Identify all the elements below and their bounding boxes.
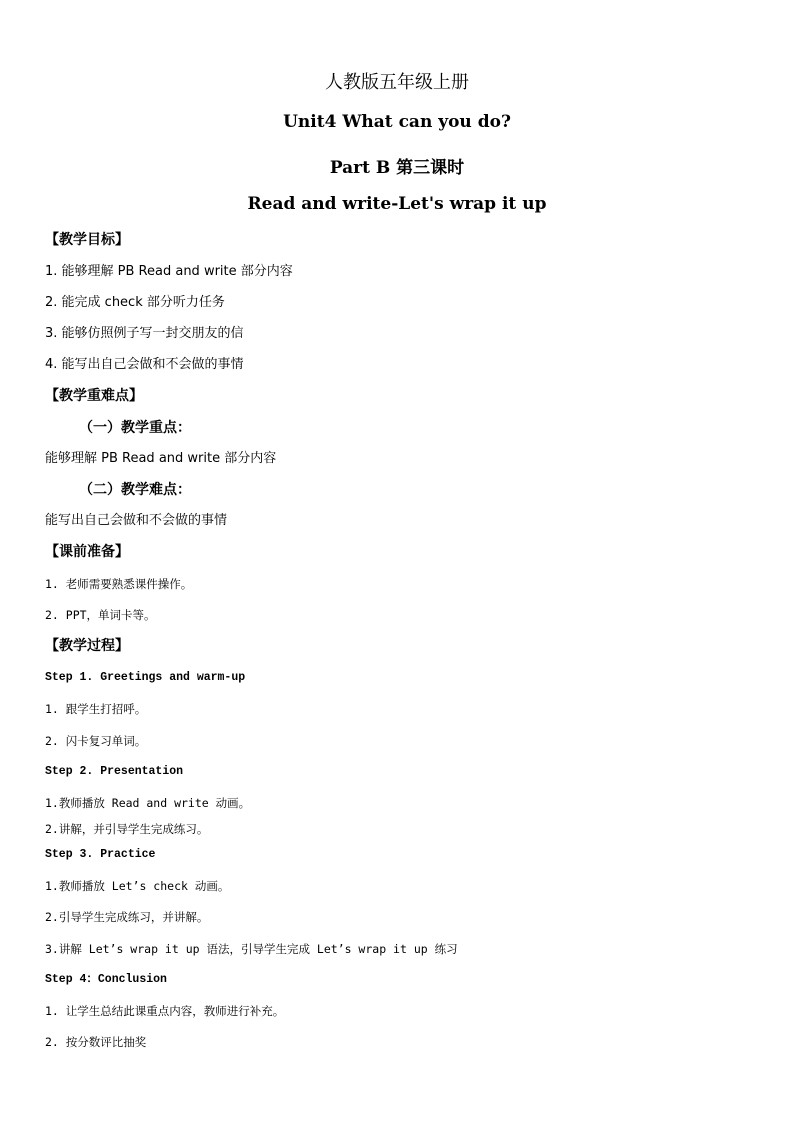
- step-item: 2. 闪卡复习单词。: [45, 734, 147, 748]
- preparation-item: 1. 老师需要熟悉课件操作。: [45, 577, 193, 591]
- objective-item: 3. 能够仿照例子写一封交朋友的信: [45, 326, 244, 341]
- preparation-item: 2. PPT，单词卡等。: [45, 608, 156, 622]
- key-point-text: 能够理解 PB Read and write 部分内容: [45, 451, 277, 466]
- step-item: 1.教师播放 Let’s check 动画。: [45, 879, 230, 893]
- objective-item: 1. 能够理解 PB Read and write 部分内容: [45, 264, 293, 279]
- objectives-heading: 【教学目标】: [45, 232, 129, 248]
- step-title: Step 4：Conclusion: [45, 973, 167, 986]
- lesson-title: Read and write-Let's wrap it up: [247, 194, 547, 214]
- document-title: 人教版五年级上册: [325, 72, 469, 93]
- preparation-heading: 【课前准备】: [45, 544, 129, 560]
- key-point-subheading: （一）教学重点：: [79, 420, 191, 436]
- objective-item: 2. 能完成 check 部分听力任务: [45, 295, 225, 310]
- step-title: Step 2. Presentation: [45, 765, 184, 778]
- step-title: Step 3. Practice: [45, 848, 156, 861]
- difficult-point-text: 能写出自己会做和不会做的事情: [45, 513, 228, 528]
- step-item: 1. 跟学生打招呼。: [45, 702, 147, 716]
- step-item: 3.讲解 Let’s wrap it up 语法，引导学生完成 Let’s wrap it up 练习: [45, 942, 458, 956]
- step-item: 1. 让学生总结此课重点内容，教师进行补充。: [45, 1004, 285, 1018]
- step-title: Step 1. Greetings and warm-up: [45, 671, 246, 684]
- step-item: 2.讲解，并引导学生完成练习。: [45, 822, 209, 836]
- difficult-point-subheading: （二）教学难点：: [79, 482, 191, 498]
- key-points-heading: 【教学重难点】: [45, 388, 143, 404]
- objective-item: 4. 能写出自己会做和不会做的事情: [45, 357, 244, 372]
- step-item: 2.引导学生完成练习，并讲解。: [45, 910, 209, 924]
- unit-title: Unit4 What can you do?: [283, 112, 511, 132]
- part-title: Part B 第三课时: [329, 158, 465, 178]
- process-heading: 【教学过程】: [45, 638, 129, 654]
- step-item: 1.教师播放 Read and write 动画。: [45, 796, 251, 810]
- step-item: 2. 按分数评比抽奖: [45, 1035, 147, 1049]
